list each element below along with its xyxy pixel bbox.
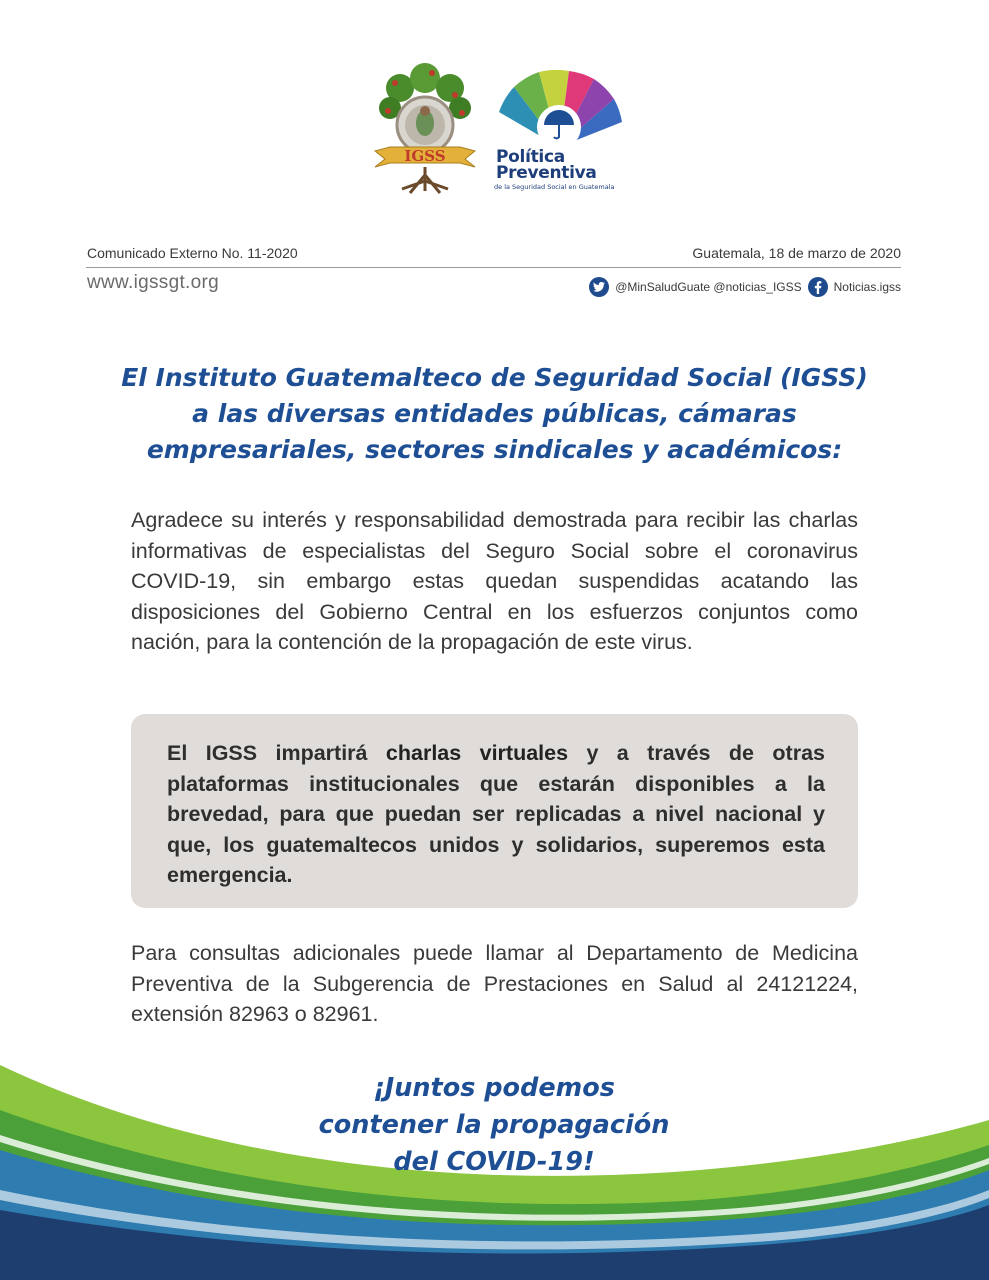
closing-message — [244, 1070, 744, 1181]
highlight-before: El IGSS impartirá — [167, 741, 386, 765]
logos-area — [370, 55, 630, 205]
headline — [60, 360, 929, 468]
highlight-box — [131, 714, 858, 908]
closing-line1: ¡Juntos podemos — [373, 1073, 615, 1103]
policy-title-line1: Política — [496, 147, 565, 167]
highlight-text — [167, 738, 825, 891]
closing-line2: contener la propagación — [318, 1110, 670, 1140]
headline-line1: El Instituto Guatemalteco de Seguridad Social (IGSS) — [121, 363, 868, 392]
header-divider — [86, 267, 901, 268]
facebook-handle[interactable]: Noticias.igss — [833, 280, 901, 294]
igss-logo — [370, 63, 480, 198]
politica-preventiva-logo — [494, 67, 624, 152]
policy-subtitle: de la Seguridad Social en Guatemala — [494, 183, 615, 191]
date-place: Guatemala, 18 de marzo de 2020 — [692, 245, 901, 261]
policy-title-line2: Preventiva — [496, 163, 597, 183]
headline-line2: a las diversas entidades públicas, cámaras — [192, 399, 797, 428]
closing-line3: del COVID-19! — [393, 1147, 595, 1177]
social-handles — [589, 277, 901, 297]
svg-text:IGSS: IGSS — [404, 147, 446, 165]
twitter-icon[interactable] — [589, 277, 609, 297]
headline-line3: empresariales, sectores sindicales y académicos: — [146, 435, 843, 464]
communique-number: Comunicado Externo No. 11-2020 — [87, 245, 298, 261]
body-paragraph-2: Para consultas adicionales puede llamar al Departamento de Medicina Preventiva de la Subgerencia de Prestaciones en Salud al 24121224, extensión 82963 o 82961. — [131, 941, 858, 1026]
body-paragraph-1: Agradece su interés y responsabilidad demostrada para recibir las charlas informativas de especialistas del Seguro Social sobre el coronavirus COVID-19, sin embargo estas quedan suspendidas acatando las disposiciones del Gobierno Central en los esfuerzos conjuntos como nación, para la contención de la propagación de este virus. — [131, 508, 858, 654]
twitter-handles[interactable]: @MinSaludGuate @noticias_IGSS — [615, 280, 802, 294]
highlight-bold: charlas virtuales — [385, 741, 569, 765]
facebook-icon[interactable] — [808, 277, 828, 297]
website-link[interactable]: www.igssgt.org — [87, 272, 219, 293]
highlight-after: y a través de otras plataformas institucionales que estarán disponibles a la brevedad, para que puedan ser replicadas a nivel nacional y que, los guatemaltecos unidos y solidarios, superemos esta emergencia. — [167, 741, 825, 887]
